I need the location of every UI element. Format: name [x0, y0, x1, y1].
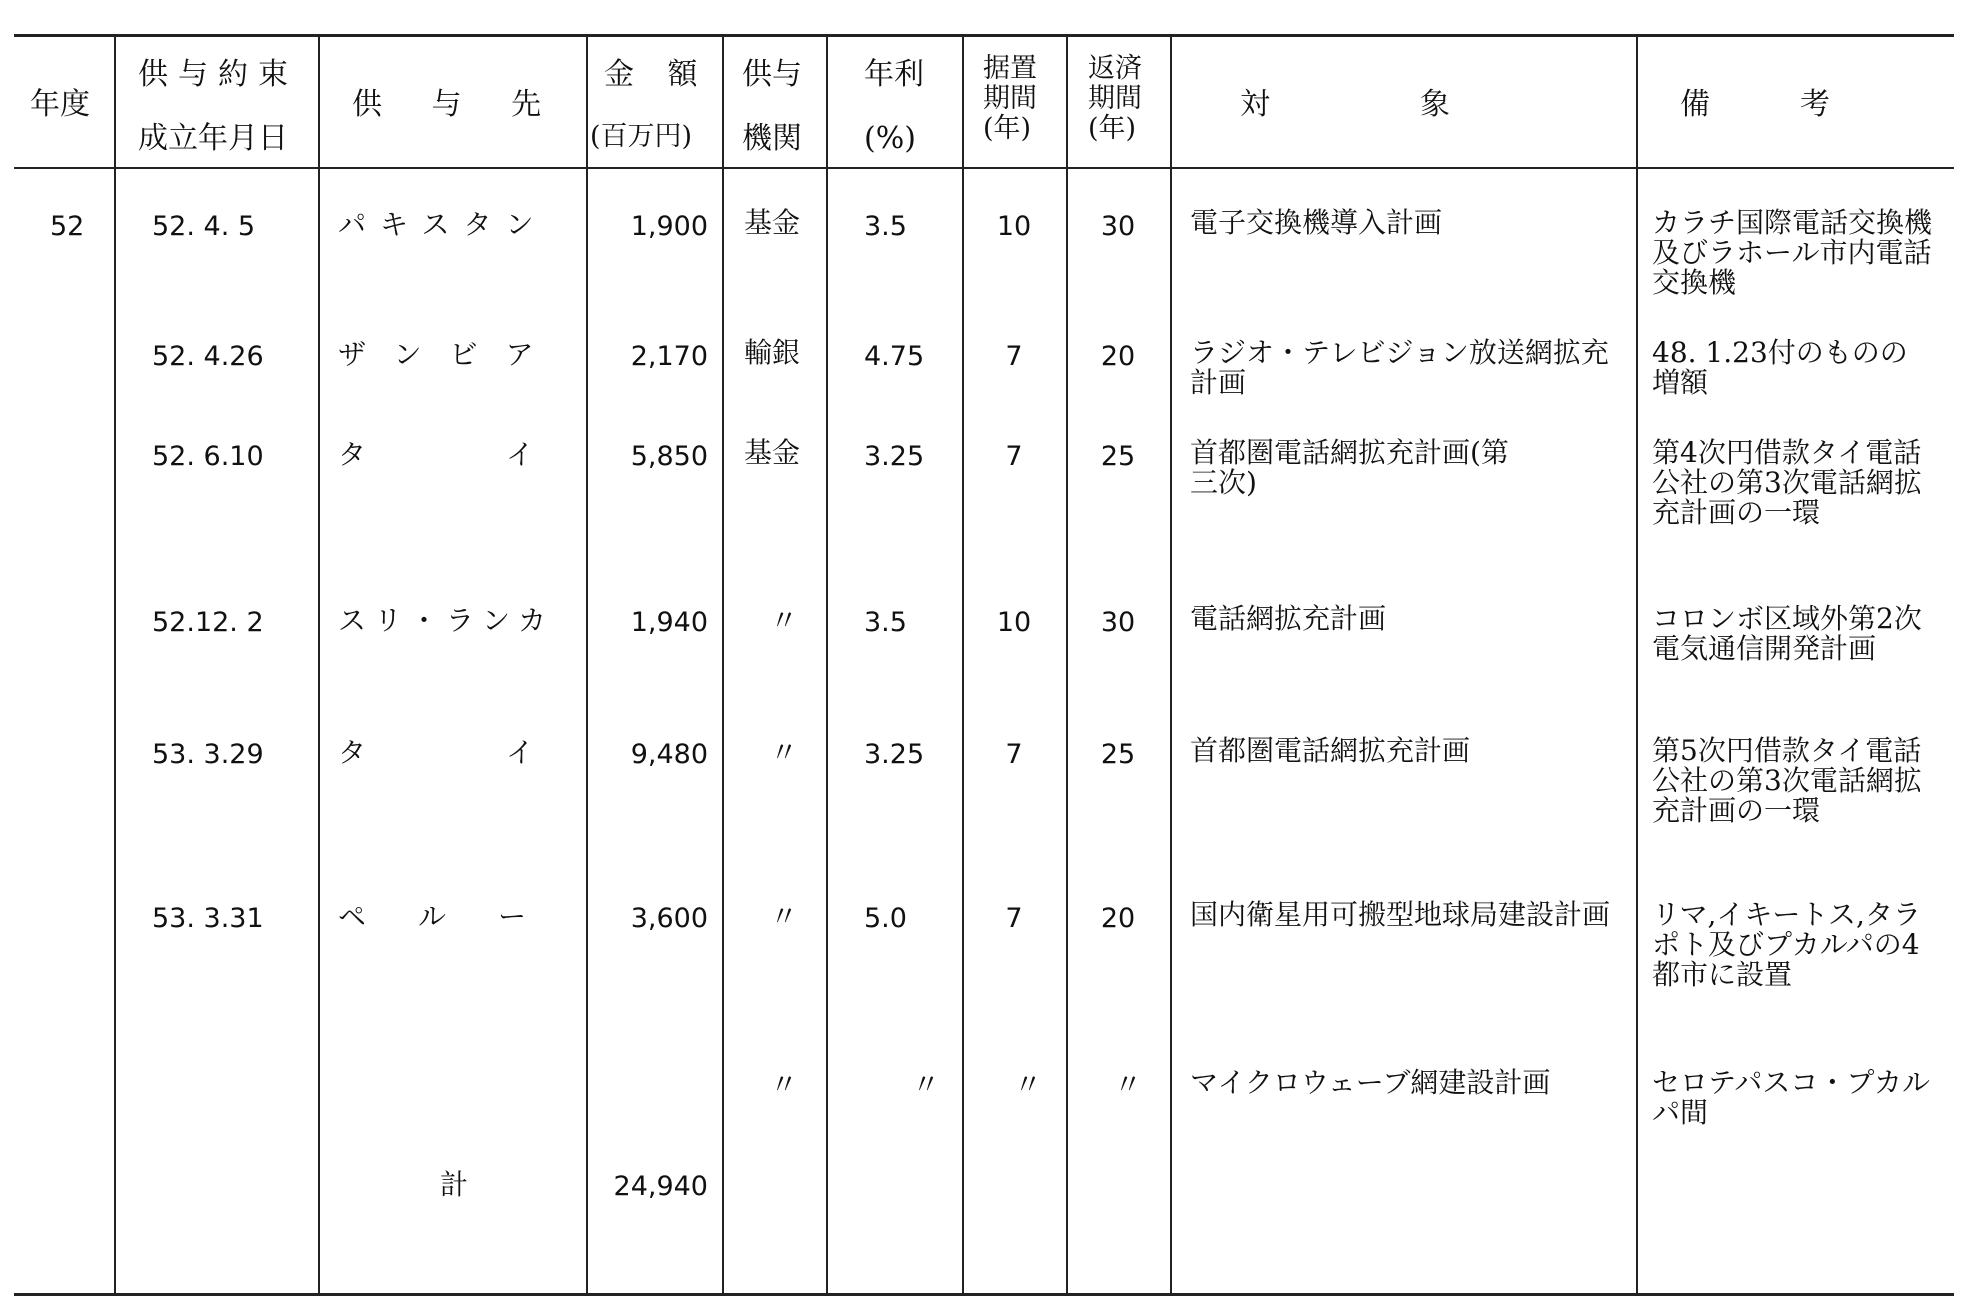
row-date: 53. 3.31: [152, 903, 264, 934]
row-purpose: 電話網拡充計画: [1190, 602, 1387, 635]
row-remarks: セロテパスコ・プカルパ間: [1652, 1066, 1931, 1130]
row-date: 52. 4. 5: [152, 211, 256, 242]
column-rule: [962, 36, 964, 1294]
row-rate: 3.25: [864, 739, 925, 770]
row-agency: 基金: [744, 436, 801, 469]
row-date: 53. 3.29: [152, 739, 264, 770]
row-date: 52. 4.26: [152, 341, 264, 372]
header-amount-line2: (百万円): [590, 121, 693, 152]
row-grace: 7: [1005, 341, 1023, 372]
column-rule: [722, 36, 724, 1294]
row-repay: 30: [1100, 211, 1136, 242]
column-rule: [114, 36, 116, 1294]
row-remarks: 第4次円借款タイ電話公社の第3次電話網拡充計画の一環: [1652, 436, 1922, 530]
row-rate: 〃: [912, 1068, 941, 1101]
header-bottom-rule: [14, 167, 1954, 169]
column-rule: [1066, 36, 1068, 1294]
row-remarks: リマ,イキートス,タラポト及びプカルパの4都市に設置: [1652, 898, 1921, 992]
header-grace-line3: (年): [983, 113, 1032, 144]
row-repay: 20: [1100, 903, 1136, 934]
row-agency: 〃: [770, 604, 799, 637]
row-remarks: コロンボ区域外第2次電気通信開発計画: [1652, 602, 1922, 666]
row-amount: 3,600: [630, 903, 708, 934]
row-amount: 9,480: [630, 739, 708, 770]
row-recipient: タ イ: [338, 736, 591, 769]
row-repay: 〃: [1114, 1068, 1143, 1101]
row-repay: 25: [1100, 739, 1136, 770]
row-grace: 〃: [1014, 1068, 1043, 1101]
row-purpose: 国内衛星用可搬型地球局建設計画: [1190, 898, 1611, 931]
row-rate: 3.25: [864, 441, 925, 472]
column-rule: [318, 36, 320, 1294]
row-purpose: 首都圏電話網拡充計画: [1190, 734, 1471, 767]
row-repay: 20: [1100, 341, 1136, 372]
header-repay-line2: 期間: [1088, 83, 1142, 114]
row-grace: 10: [996, 607, 1032, 638]
row-recipient: ザンビア: [338, 338, 562, 371]
row-amount: 1,940: [630, 607, 708, 638]
row-date: 52. 6.10: [152, 441, 264, 472]
row-agency: 〃: [770, 736, 799, 769]
header-grace-line1: 据置: [983, 53, 1037, 84]
row-purpose: マイクロウェーブ網建設計画: [1190, 1066, 1551, 1099]
row-recipient: ペルー: [338, 900, 579, 933]
row-agency: 輸銀: [744, 336, 801, 369]
row-purpose: 電子交換機導入計画: [1190, 206, 1443, 239]
row-grace: 10: [996, 211, 1032, 242]
row-remarks: 第5次円借款タイ電話公社の第3次電話網拡充計画の一環: [1652, 734, 1922, 828]
header-rate-line2: (%): [864, 121, 916, 156]
header-agreement-date-line1: 供与約束: [138, 57, 298, 92]
header-remarks: 備 考: [1680, 87, 1830, 122]
row-repay: 30: [1100, 607, 1136, 638]
header-repay-line3: (年): [1088, 113, 1137, 144]
row-rate: 3.5: [864, 211, 907, 242]
row-purpose: 首都圏電話網拡充計画(第三次): [1190, 436, 1509, 500]
header-purpose: 対 象: [1240, 87, 1450, 122]
row-date: 52.12. 2: [152, 607, 264, 638]
table-top-rule: [14, 34, 1954, 37]
row-grace: 7: [1005, 441, 1023, 472]
header-grace-line2: 期間: [983, 83, 1037, 114]
row-grace: 7: [1005, 739, 1023, 770]
fiscal-year-value: 52: [50, 211, 85, 242]
row-recipient: タ イ: [338, 438, 591, 471]
column-rule: [586, 36, 588, 1294]
row-amount: 2,170: [630, 341, 708, 372]
total-label: 計: [440, 1168, 469, 1201]
row-repay: 25: [1100, 441, 1136, 472]
row-amount: 5,850: [630, 441, 708, 472]
row-rate: 3.5: [864, 607, 907, 638]
total-amount: 24,940: [613, 1171, 708, 1202]
header-rate-line1: 年利: [864, 57, 924, 92]
header-amount-line1: 金 額: [604, 57, 710, 92]
row-purpose: ラジオ・テレビジョン放送網拡充計画: [1190, 336, 1609, 400]
table-bottom-rule: [14, 1293, 1954, 1296]
row-agency: 〃: [770, 1068, 799, 1101]
row-recipient: パキスタン: [338, 208, 548, 241]
header-recipient: 供 与 先: [352, 87, 562, 122]
header-agency-line1: 供与: [742, 57, 802, 92]
header-repay-line1: 返済: [1088, 53, 1142, 84]
row-amount: 1,900: [630, 211, 708, 242]
header-fiscal-year: 年度: [30, 87, 90, 122]
row-rate: 5.0: [864, 903, 907, 934]
row-grace: 7: [1005, 903, 1023, 934]
column-rule: [1170, 36, 1172, 1294]
header-agency-line2: 機関: [742, 121, 802, 156]
row-rate: 4.75: [864, 341, 925, 372]
row-remarks: カラチ国際電話交換機及びラホール市内電話交換機: [1652, 206, 1933, 300]
row-remarks: 48. 1.23付のものの増額: [1652, 336, 1908, 400]
column-rule: [826, 36, 828, 1294]
column-rule: [1636, 36, 1638, 1294]
row-agency: 基金: [744, 206, 801, 239]
row-recipient: スリ・ランカ: [338, 604, 555, 637]
row-agency: 〃: [770, 900, 799, 933]
header-agreement-date-line2: 成立年月日: [138, 121, 288, 156]
